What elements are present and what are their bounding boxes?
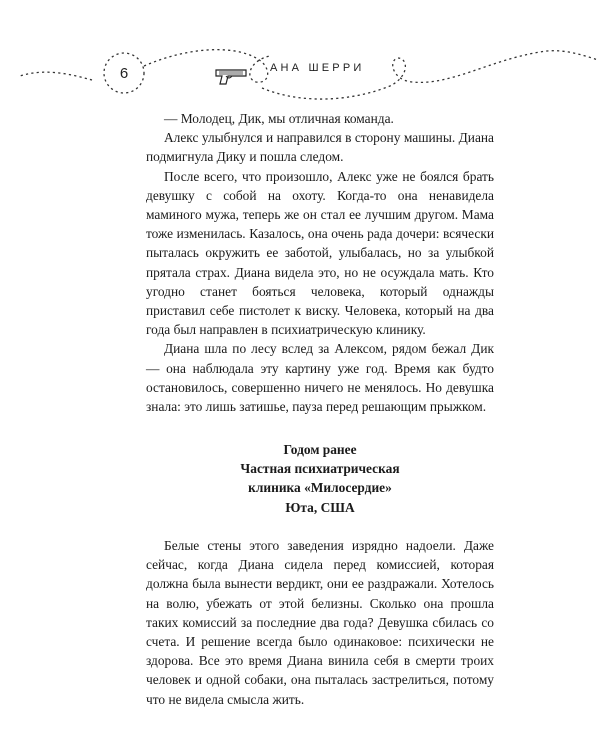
dotted-trail-right — [262, 51, 598, 99]
body-text-block — [146, 109, 494, 416]
paragraph: Белые стены этого заведения изрядно надоели. Даже сейчас, когда Диана сидела перед комиссией, которая должна была вынести вердикт, они ее раздражали. Хотелось на волю, убежать от этой белизны. Сколько она прошла таких комиссий за последние два года? Девушка сбилась со счета. И решение всегда было одинаковое: психически не здорова. Все это время Диана винила себя в смерти троих человек и одной собаки, она пыталась застрелиться, потому что не видела смысла жить. — [146, 538, 494, 707]
section-heading-line: клиника «Милосердие» — [248, 480, 392, 496]
dotted-trail-decoration — [0, 0, 600, 110]
page-header — [0, 0, 600, 110]
paragraph: — Молодец, Дик, мы отличная команда. — [164, 111, 394, 126]
paragraph: Алекс улыбнулся и направился в сторону машины. Диана подмигнула Дику и пошла следом. — [146, 130, 494, 165]
section-heading — [146, 440, 494, 517]
body-text-block-2 — [146, 536, 494, 709]
running-head-author: АНА ШЕРРИ — [270, 62, 365, 74]
dotted-trail-left — [20, 72, 92, 80]
paragraph: Диана шла по лесу вслед за Алексом, рядом бежал Дик — она наблюдала эту картину уже год. Время как будто остановилось, совершенно ничего не менялось. Но девушка знала: это лишь затишье, пауза перед решающим прыжком. — [146, 341, 494, 415]
pistol-icon — [216, 70, 246, 84]
section-heading-line: Годом ранее — [283, 442, 357, 457]
paragraph: После всего, что произошло, Алекс уже не боялся брать девушку с собой на охоту. Когда-то она ненавидела маминого мужа, теперь же он стал ее лучшим другом. Мама тоже изменилась. Казалось, она очень рада дочери: всячески пыталась окружить ее заботой, улыбалась, но за улыбкой прятала страх. Диана видела это, но не осуждала мать. Кто угодно станет бояться человека, который однажды приставил себе пистолет к виску. Человека, который на два года был направлен в психиатрическую клинику. — [146, 168, 494, 338]
dotted-trail-middle — [144, 50, 270, 83]
section-heading-line: Юта, США — [285, 499, 355, 515]
section-heading-line: Частная психиатрическая — [240, 461, 400, 477]
page-number: 6 — [119, 65, 129, 82]
